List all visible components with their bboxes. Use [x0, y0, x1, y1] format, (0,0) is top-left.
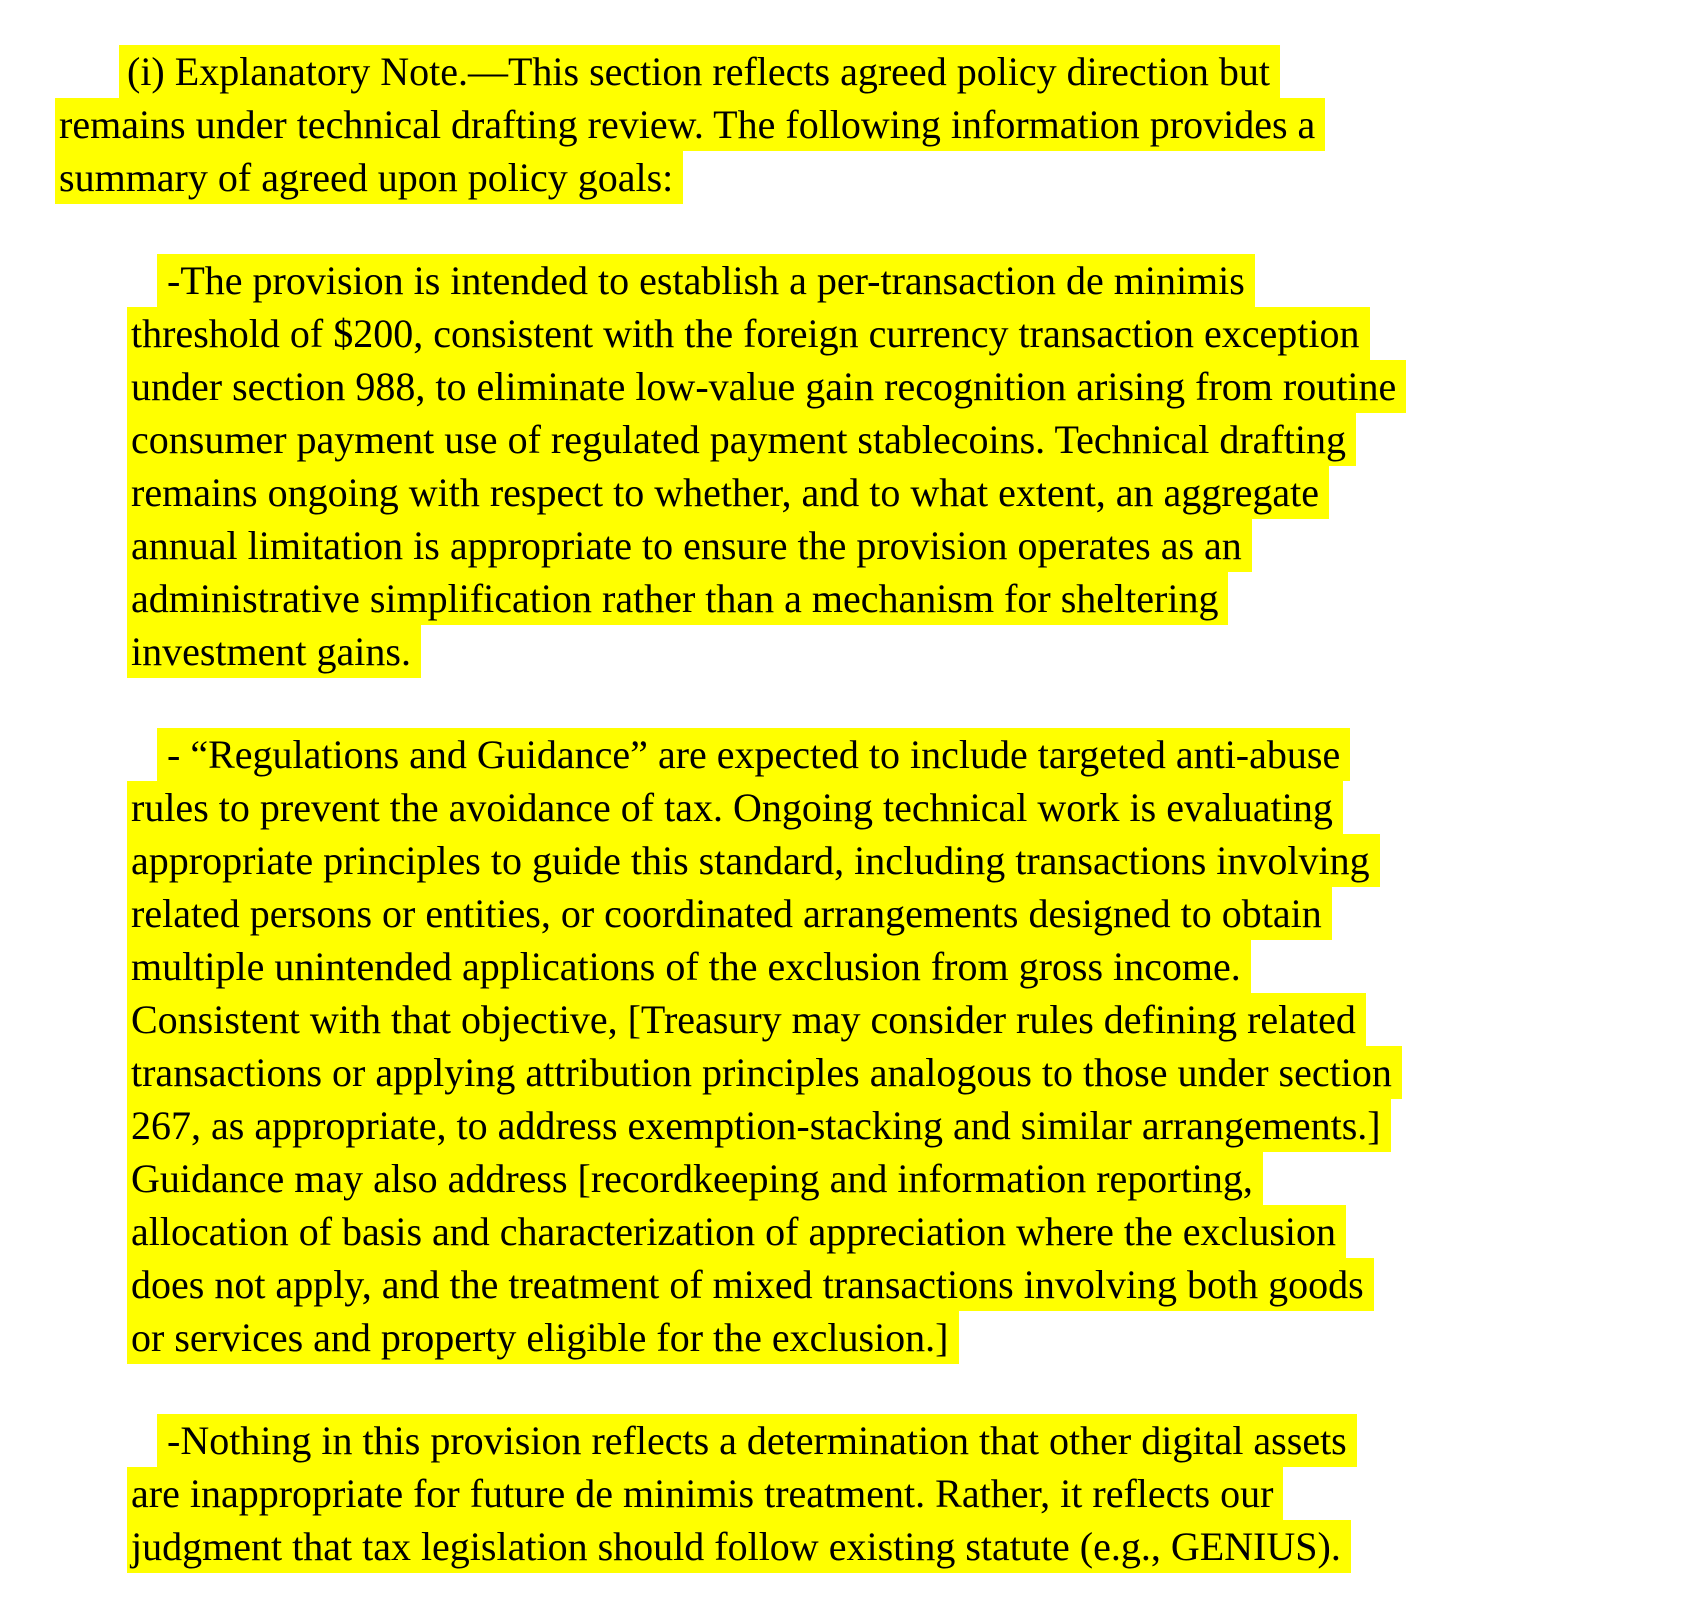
highlighted-text: investment gains.	[127, 625, 421, 678]
text-line	[55, 45, 1692, 98]
highlighted-text: - “Regulations and Guidance” are expected to include targeted anti-abuse	[157, 728, 1350, 781]
highlighted-text: rules to prevent the avoidance of tax. Ongoing technical work is evaluating	[127, 781, 1343, 834]
highlighted-text: allocation of basis and characterization of appreciation where the exclusion	[127, 1205, 1346, 1258]
bullet-other-digital-assets	[127, 1414, 1692, 1573]
text-line	[127, 781, 1692, 834]
highlighted-text: judgment that tax legislation should follow existing statute (e.g., GENIUS).	[127, 1520, 1351, 1573]
text-line	[127, 887, 1692, 940]
highlighted-text: transactions or applying attribution principles analogous to those under section	[127, 1046, 1402, 1099]
highlighted-text: appropriate principles to guide this standard, including transactions involving	[127, 834, 1380, 887]
text-line	[127, 993, 1692, 1046]
highlighted-text: summary of agreed upon policy goals:	[55, 151, 683, 204]
highlighted-text: 267, as appropriate, to address exemption-stacking and similar arrangements.]	[127, 1099, 1391, 1152]
text-line	[127, 519, 1692, 572]
text-line	[55, 151, 1692, 204]
text-line	[127, 254, 1692, 307]
highlighted-text: remains under technical drafting review. The following information provides a	[55, 98, 1325, 151]
text-line	[127, 1152, 1692, 1205]
bullet-regulations-and-guidance	[127, 728, 1692, 1364]
highlighted-text: multiple unintended applications of the exclusion from gross income.	[127, 940, 1251, 993]
highlighted-text: administrative simplification rather than a mechanism for sheltering	[127, 572, 1228, 625]
highlighted-text: annual limitation is appropriate to ensure the provision operates as an	[127, 519, 1252, 572]
text-line	[127, 1520, 1692, 1573]
highlighted-text: or services and property eligible for the exclusion.]	[127, 1311, 959, 1364]
text-line	[127, 1258, 1692, 1311]
highlighted-text: remains ongoing with respect to whether, and to what extent, an aggregate	[127, 466, 1329, 519]
text-line	[127, 1311, 1692, 1364]
text-line	[127, 413, 1692, 466]
text-line	[127, 360, 1692, 413]
highlighted-text: under section 988, to eliminate low-value gain recognition arising from routine	[127, 360, 1406, 413]
text-line	[127, 1205, 1692, 1258]
highlighted-text: (i) Explanatory Note.—This section reflects agreed policy direction but	[119, 45, 1280, 98]
text-line	[127, 834, 1692, 887]
text-line	[127, 728, 1692, 781]
highlighted-text: related persons or entities, or coordinated arrangements designed to obtain	[127, 887, 1332, 940]
text-line	[127, 1046, 1692, 1099]
text-line	[127, 572, 1692, 625]
text-line	[127, 466, 1692, 519]
explanatory-note-intro	[55, 45, 1692, 204]
text-line	[55, 98, 1692, 151]
bullet-de-minimis-threshold	[127, 254, 1692, 678]
text-line	[127, 940, 1692, 993]
text-line	[127, 1414, 1692, 1467]
highlighted-text: are inappropriate for future de minimis treatment. Rather, it reflects our	[127, 1467, 1283, 1520]
highlighted-text: -The provision is intended to establish a per-transaction de minimis	[157, 254, 1255, 307]
highlighted-text: Consistent with that objective, [Treasury may consider rules defining related	[127, 993, 1366, 1046]
highlighted-text: Guidance may also address [recordkeeping and information reporting,	[127, 1152, 1263, 1205]
text-line	[127, 1099, 1692, 1152]
text-line	[127, 625, 1692, 678]
highlighted-text: threshold of $200, consistent with the foreign currency transaction exception	[127, 307, 1370, 360]
text-line	[127, 1467, 1692, 1520]
highlighted-text: consumer payment use of regulated payment stablecoins. Technical drafting	[127, 413, 1356, 466]
highlighted-text: does not apply, and the treatment of mixed transactions involving both goods	[127, 1258, 1374, 1311]
highlighted-text: -Nothing in this provision reflects a determination that other digital assets	[157, 1414, 1357, 1467]
text-line	[127, 307, 1692, 360]
